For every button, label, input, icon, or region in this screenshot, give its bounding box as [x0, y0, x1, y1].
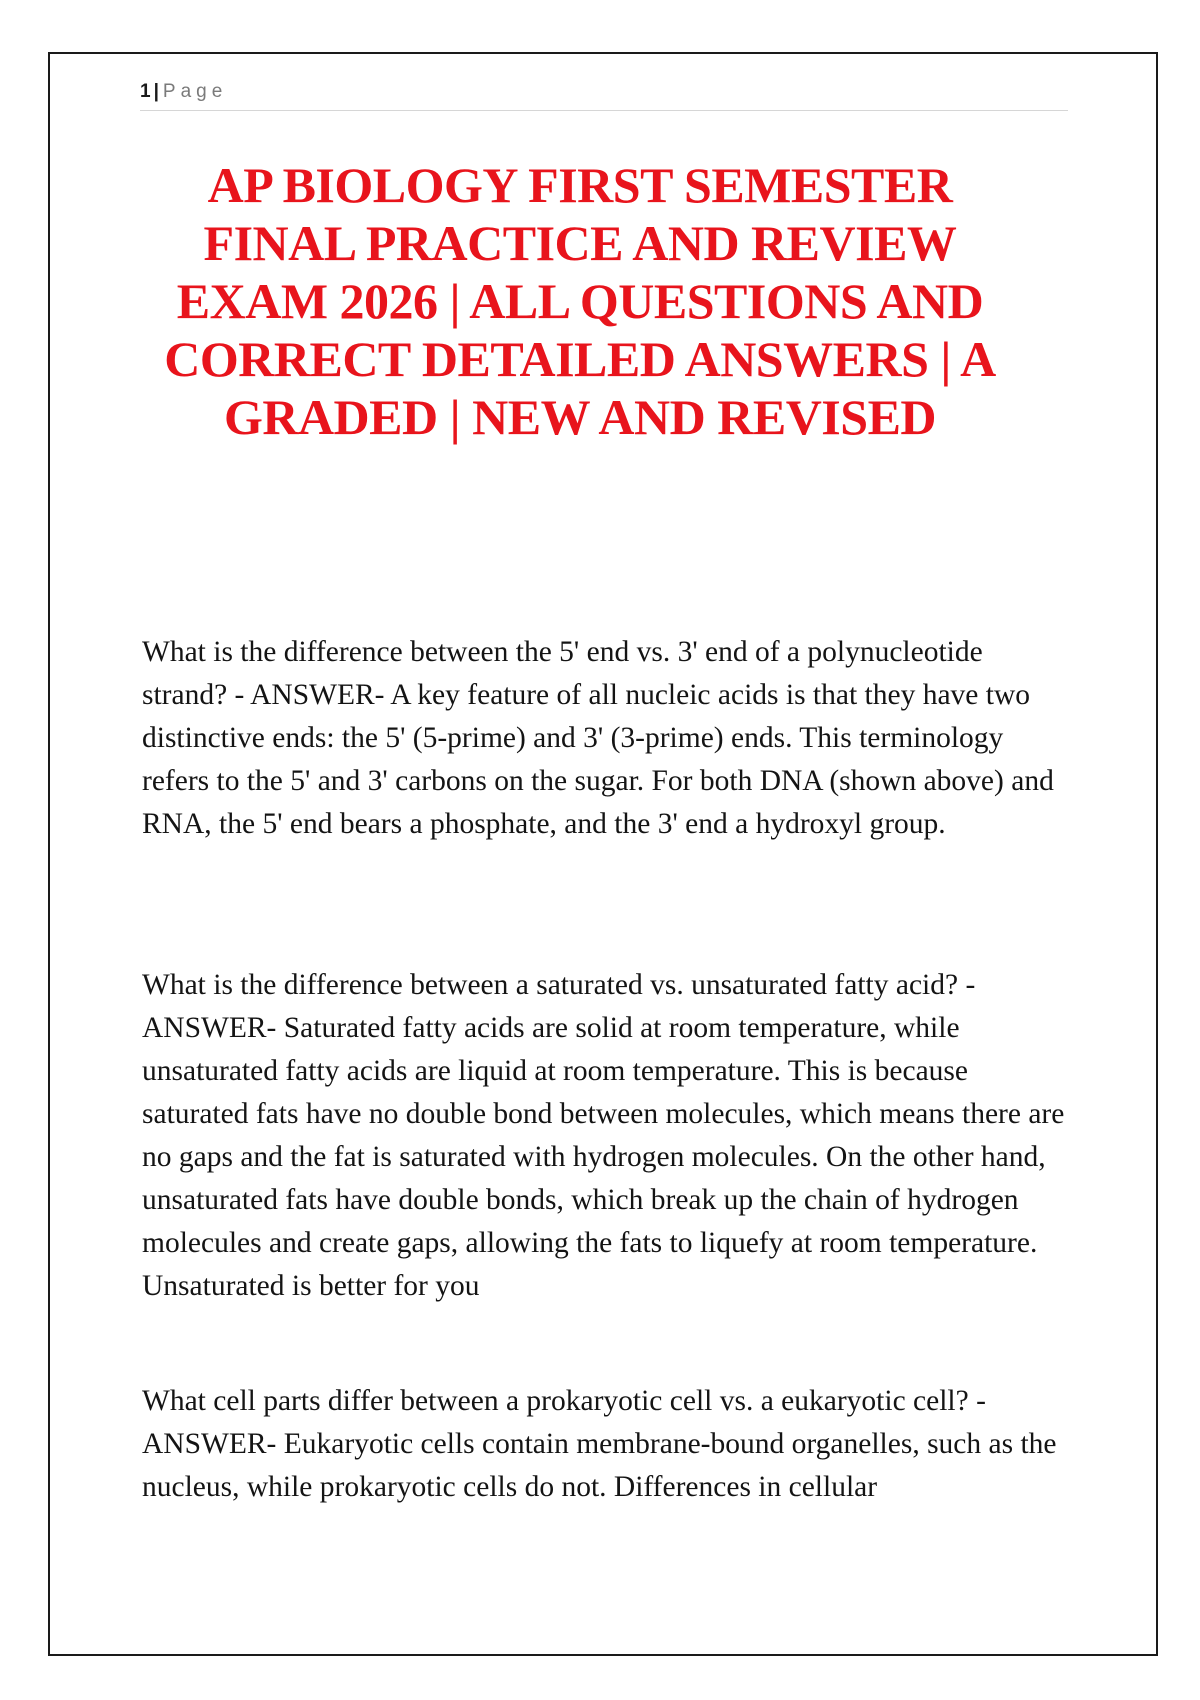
qa-item-cell-types: What cell parts differ between a prokaryotic cell vs. a eukaryotic cell? - ANSWER- Eukaryotic cells contain membrane-bound organelles, such as the nucleus, while prokaryotic cells do not. Differences in cellular — [142, 1385, 1057, 1503]
page-label: Page — [162, 81, 228, 102]
qa-item-5-prime-3-prime: What is the difference between the 5' end vs. 3' end of a polynucleotide strand? - ANSWER- A key feature of all nucleic acids is that they have two distinctive ends: the 5' (5-prime) and 3' (3-prime) ends. This terminology refers to the 5' and 3' carbons on the sugar. For both DNA (shown above) and RNA, the 5' end bears a phosphate, and the 3' end a hydroxyl group. — [142, 636, 1054, 840]
document-title: AP BIOLOGY FIRST SEMESTER FINAL PRACTICE AND REVIEW EXAM 2026 | ALL QUESTIONS AND CORRECT DETAILED ANSWERS | A GRADED | NEW AND REVISED — [164, 157, 996, 445]
page-number-separator: | — [153, 81, 159, 102]
qa-item-fatty-acids: What is the difference between a saturated vs. unsaturated fatty acid? - ANSWER- Saturated fatty acids are solid at room temperature, while unsaturated fatty acids are liquid at room temperature. This is because saturated fats have no double bond between molecules, which means there are no gaps and the fat is saturated with hydrogen molecules. On the other hand, unsaturated fats have double bonds, which break up the chain of hydrogen molecules and create gaps, allowing the fats to liquefy at room temperature. Unsaturated is better for you — [142, 969, 1065, 1302]
page-header — [140, 78, 1068, 111]
page-number: 1 — [140, 81, 151, 102]
